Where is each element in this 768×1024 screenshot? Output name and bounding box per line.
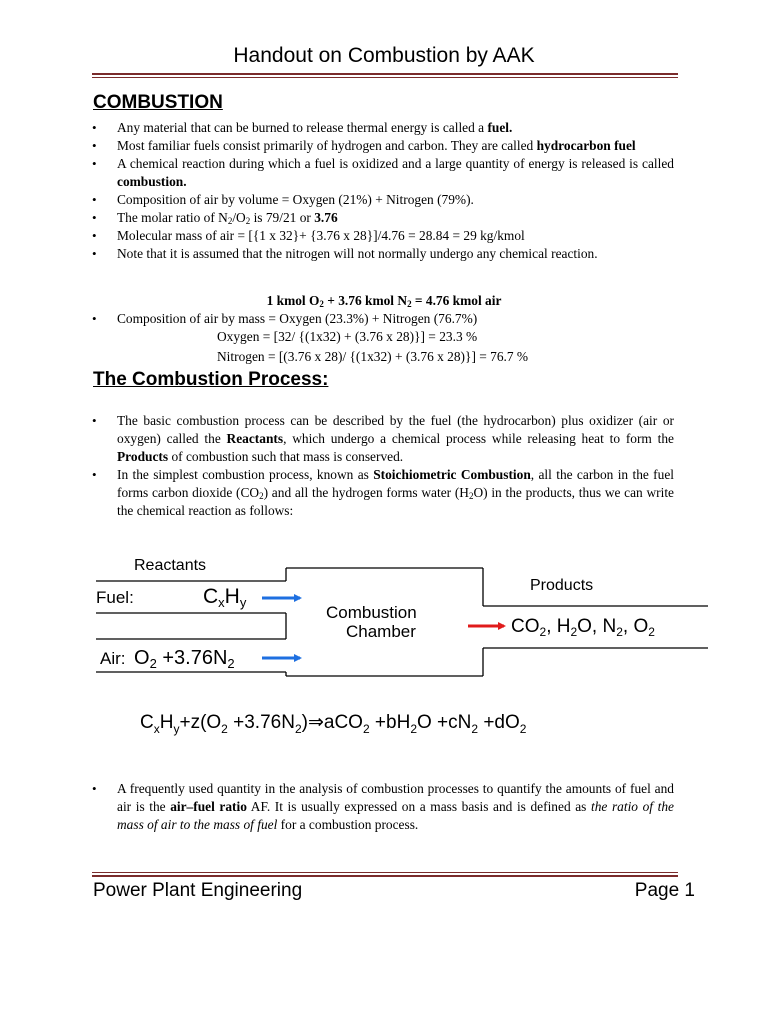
bullet-fuel-definition: • Any material that can be burned to release thermal energy is called a fuel.: [0, 119, 768, 137]
stoichiometric-equation: [135, 700, 695, 740]
footer-page-number: Page 1: [634, 880, 695, 901]
equation-text: $C_xH_y+z(O_2$ $+3.76N_2)\Rightarrow aCO_2 +bH_2O +cN_2 +dO_2$: [140, 712, 527, 736]
bullet-stoichiometric: • In the simplest combustion process, known as Stoichiometric Combustion, all the carbon in the fuel forms carbon dioxide $(CO_2)$ and all the hydrogen forms water $(H_2O)$ in the products, thus we can write the chemical reaction as follows:: [0, 466, 768, 520]
bullet-basic-process: • The basic combustion process can be described by the fuel (the hydrocarbon) plus oxidizer (air or oxygen) called the Reactants, which undergo a chemical process while releasing heat to form the Products of combustion such that mass is conserved.: [0, 412, 768, 466]
air-mass-bullet-list: [0, 310, 768, 328]
reactants-label: Reactants: [134, 557, 207, 574]
combustion-bullet-list: [0, 119, 768, 263]
process-bullet-list: [0, 412, 768, 520]
products-formula: $CO_2$, $H_2O$, $N_2$, $O_2$: [511, 616, 655, 639]
bullet-molecular-mass: • Molecular mass of air = [{1 x 32}+ {3.76 x 28}]/4.76 = 28.84 = 29 kg/kmol: [0, 227, 768, 245]
nitrogen-mass-line: Nitrogen = [(3.76 x 28)/ {(1x32) + (3.76 x 28)}] = 76.7 %: [217, 349, 529, 364]
section-heading-combustion: COMBUSTION: [93, 92, 223, 113]
header-rule-thick: [92, 73, 678, 75]
chamber-label-line2: Chamber: [346, 622, 416, 641]
footer-course-name: Power Plant Engineering: [93, 880, 303, 901]
products-label: Products: [530, 577, 594, 594]
header-rule-thin: [92, 77, 678, 78]
footer-rule-thick: [92, 875, 678, 877]
kmol-air-line: 1 kmol $O_2 + 3.76$ kmol $N_2 = 4.76$ kmol air: [266, 293, 502, 309]
bullet-air-mass: • Composition of air by mass = Oxygen (23.3%) + Nitrogen (76.7%): [0, 310, 768, 328]
bullet-nitrogen-note: • Note that it is assumed that the nitrogen will not normally undergo any chemical reaction.: [0, 245, 768, 263]
bullet-molar-ratio: • The molar ratio of $N_2/O_2$ is 79/21 or 3.76: [0, 209, 768, 227]
bullet-air-fuel-ratio: • A frequently used quantity in the analysis of combustion processes to quantify the amounts of fuel and air is the air–fuel ratio AF. It is usually expressed on a mass basis and is defined as the ratio of the mass of air to the mass of fuel for a combustion process.: [0, 780, 768, 834]
bullet-air-volume: • Composition of air by volume = Oxygen (21%) + Nitrogen (79%).: [0, 191, 768, 209]
air-formula: $O_2 +3.76N_2$: [134, 647, 235, 671]
footer-rule-thin: [92, 872, 678, 873]
oxygen-mass-line: Oxygen = [32/ {(1x32) + (3.76 x 28)}] = 23.3 %: [217, 329, 478, 344]
bullet-hydrocarbon-fuel: • Most familiar fuels consist primarily of hydrogen and carbon. They are called hydrocarbon fuel: [0, 137, 768, 155]
bullet-combustion-definition: • A chemical reaction during which a fuel is oxidized and a large quantity of energy is released is called combustion.: [0, 155, 768, 191]
combustion-chamber-diagram: [90, 548, 715, 678]
fuel-formula: CxHy: [203, 585, 247, 610]
fuel-label: Fuel:: [96, 588, 134, 607]
page-header-title: Handout on Combustion by AAK: [233, 44, 535, 67]
air-fuel-bullet-list: [0, 780, 768, 834]
chamber-label-line1: Combustion: [326, 603, 417, 622]
air-label: Air:: [100, 649, 126, 668]
section-heading-combustion-process: The Combustion Process:: [93, 369, 329, 390]
